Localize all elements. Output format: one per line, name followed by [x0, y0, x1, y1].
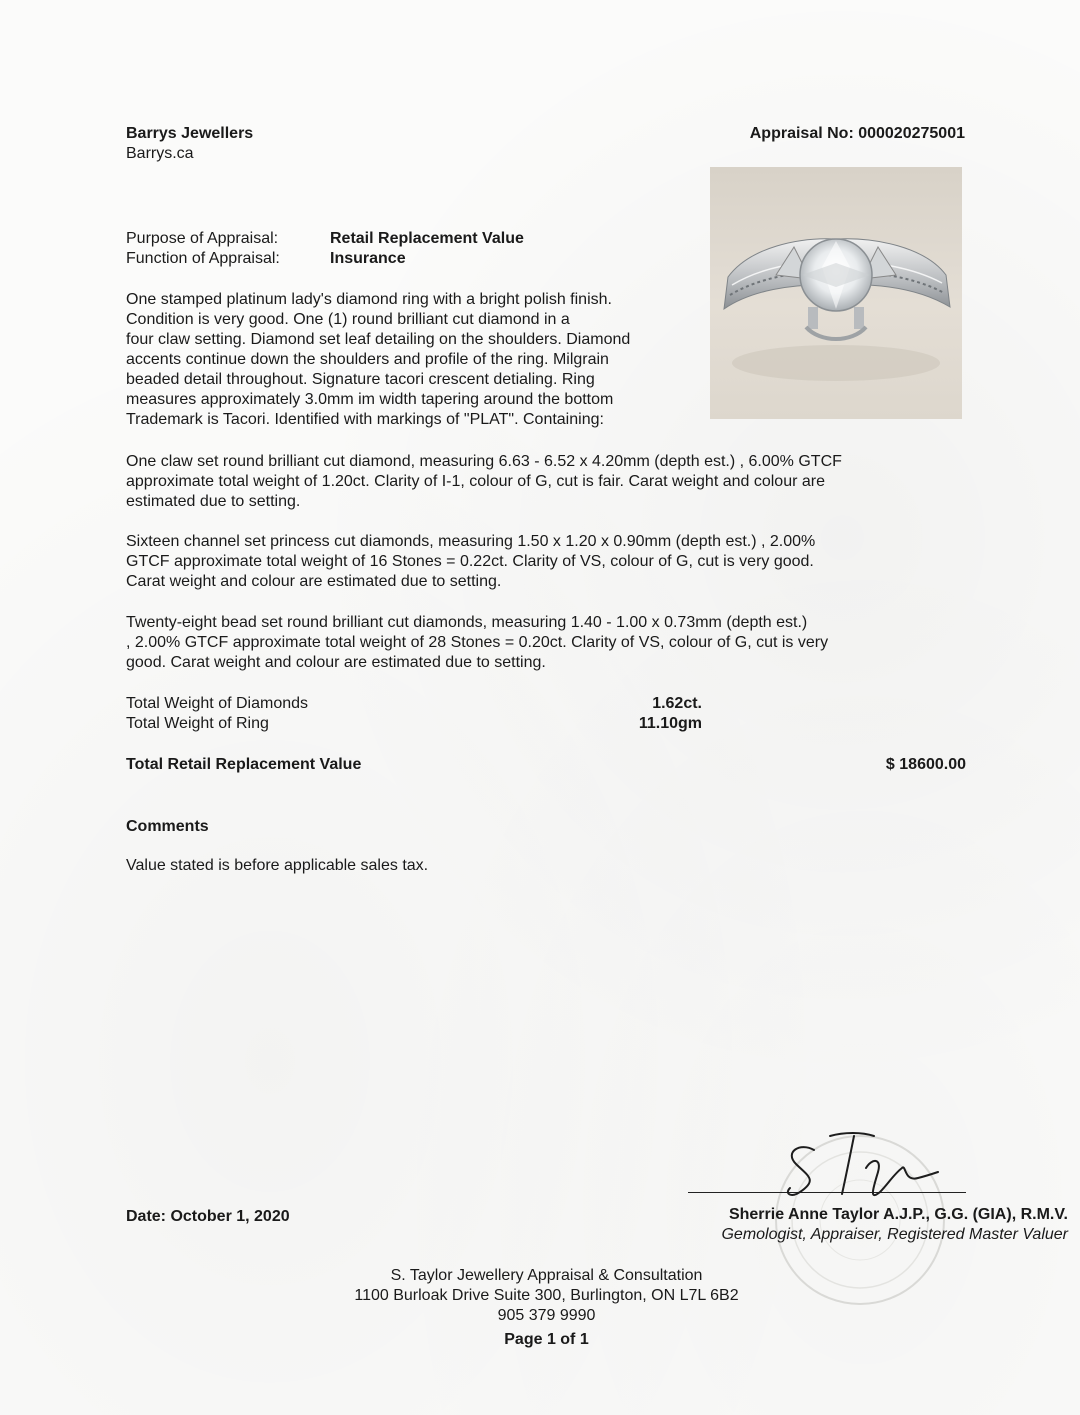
function-value: Insurance: [330, 250, 406, 267]
stone-line: Twenty-eight bead set round brilliant cut diamonds, measuring 1.40 - 1.00 x 0.73mm (depth est.): [126, 614, 808, 631]
description-line: beaded detail throughout. Signature tacori crescent detialing. Ring: [126, 371, 595, 388]
stone-line: Sixteen channel set princess cut diamonds, measuring 1.50 x 1.20 x 0.90mm (depth est.) , 2.00%: [126, 533, 816, 550]
footer-phone: 905 379 9990: [497, 1307, 596, 1324]
total-value-label: Total Retail Replacement Value: [126, 756, 362, 773]
diamond-ring-photo: [710, 167, 962, 419]
purpose-label: Purpose of Appraisal:: [126, 230, 279, 247]
stone-entry-center: [126, 452, 966, 512]
total-value-amount: $ 18600.00: [885, 756, 966, 773]
description-line: Trademark is Tacori. Identified with markings of "PLAT". Containing:: [126, 411, 604, 428]
description-line: Condition is very good. One (1) round brilliant cut diamond in a: [126, 311, 570, 328]
stone-line: , 2.00% GTCF approximate total weight of 28 Stones = 0.20ct. Clarity of VS, colour of G, cut is very: [126, 634, 829, 651]
stone-entry-channel: [126, 532, 966, 592]
comments-text: Value stated is before applicable sales tax.: [126, 857, 429, 874]
footer-business: S. Taylor Jewellery Appraisal & Consultation: [390, 1267, 703, 1284]
description-line: measures approximately 3.0mm im width tapering around the bottom: [126, 391, 614, 408]
description-line: four claw setting. Diamond set leaf detailing on the shoulders. Diamond: [126, 331, 631, 348]
diamond-weight-value: 1.62ct.: [652, 695, 702, 712]
stone-entry-bead: [126, 613, 966, 673]
function-label: Function of Appraisal:: [126, 250, 280, 267]
appraiser-title: Gemologist, Appraiser, Registered Master Valuer: [721, 1226, 1068, 1243]
stone-line: GTCF approximate total weight of 16 Stones = 0.22ct. Clarity of VS, colour of G, cut is very good.: [126, 553, 814, 570]
stone-line: Carat weight and colour are estimated due to setting.: [126, 573, 502, 590]
appraisal-number: Appraisal No: 000020275001: [749, 125, 965, 142]
handwritten-signature: [770, 1128, 950, 1204]
ring-weight-label: Total Weight of Ring: [126, 715, 269, 732]
page-number: Page 1 of 1: [504, 1331, 589, 1348]
ring-description: [126, 290, 666, 430]
description-line: accents continue down the shoulders and profile of the ring. Milgrain: [126, 351, 609, 368]
ring-weight-value: 11.10gm: [638, 715, 702, 732]
purpose-value: Retail Replacement Value: [330, 230, 524, 247]
company-name: Barrys Jewellers: [126, 125, 254, 142]
stone-line: One claw set round brilliant cut diamond, measuring 6.63 - 6.52 x 4.20mm (depth est.) , 6.00% GTCF: [126, 453, 842, 470]
appraiser-name: Sherrie Anne Taylor A.J.P., G.G. (GIA), R.M.V.: [728, 1206, 1068, 1223]
appraisal-date: Date: October 1, 2020: [126, 1208, 290, 1225]
diamond-weight-label: Total Weight of Diamonds: [126, 695, 309, 712]
description-line: One stamped platinum lady's diamond ring with a bright polish finish.: [126, 291, 612, 308]
company-website: Barrys.ca: [126, 145, 194, 162]
ring-illustration: [710, 167, 962, 419]
stone-line: estimated due to setting.: [126, 493, 301, 510]
stone-line: approximate total weight of 1.20ct. Clarity of I-1, colour of G, cut is fair. Carat weight and colour are: [126, 473, 825, 490]
footer-address: 1100 Burloak Drive Suite 300, Burlington, ON L7L 6B2: [354, 1287, 739, 1304]
stone-line: good. Carat weight and colour are estimated due to setting.: [126, 654, 546, 671]
comments-heading: Comments: [126, 818, 209, 835]
